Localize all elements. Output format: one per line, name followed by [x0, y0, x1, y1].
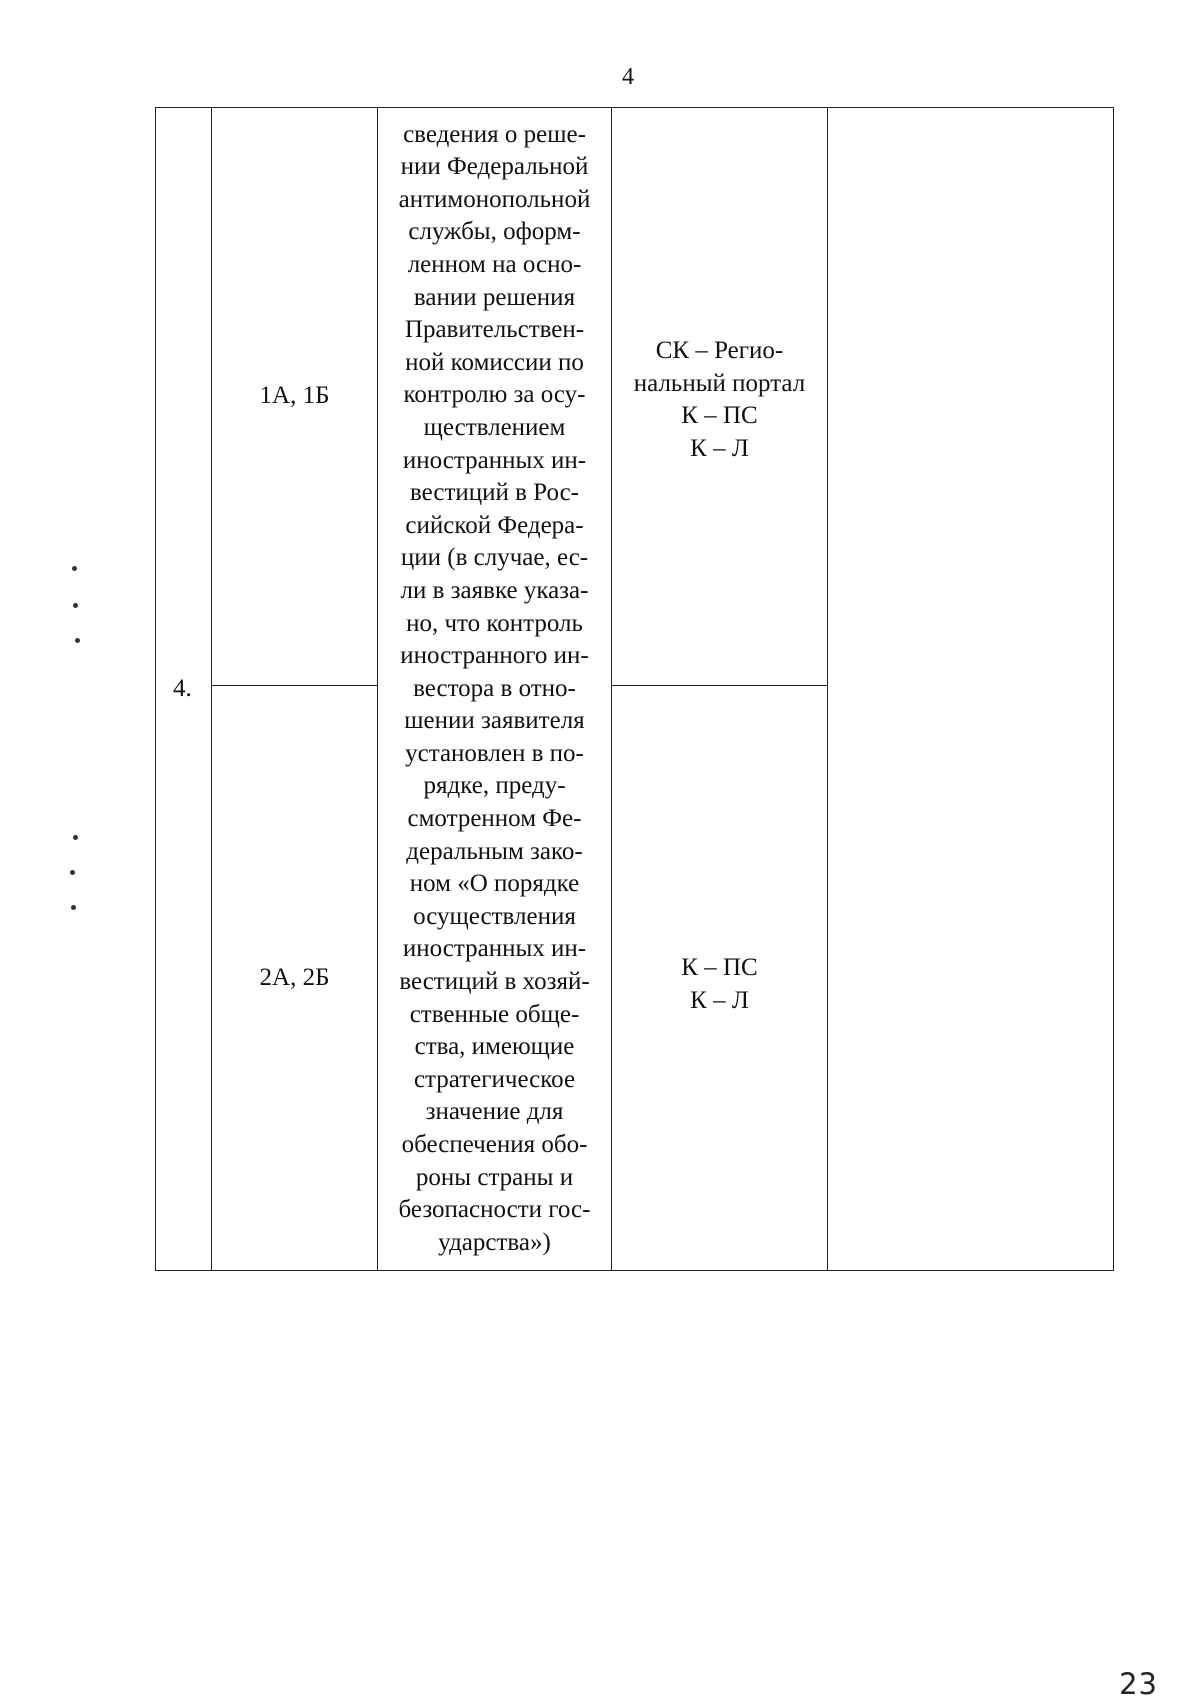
source-cell	[612, 108, 828, 686]
scan-speck	[75, 638, 80, 643]
row-number-cell	[156, 108, 212, 1271]
empty-cell	[828, 108, 1114, 1271]
row-number: 4.	[173, 674, 192, 702]
scan-speck	[73, 603, 78, 608]
description-cell	[378, 108, 612, 1271]
scan-speck	[70, 870, 75, 875]
document-table	[155, 107, 1114, 1271]
page-number: 4	[622, 64, 634, 90]
handwritten-page-number: 23	[1119, 1667, 1158, 1701]
scan-speck	[73, 835, 78, 840]
category-cell	[212, 686, 378, 1271]
source-text: СК – Регио- нальный портал К – ПС К – Л	[633, 337, 806, 462]
category-label: 1А, 1Б	[259, 382, 330, 410]
description-text: сведения о реше- нии Федеральной антимонопольной службы, оформ- ленном на осно- вании решения Правительствен- ной комиссии по контролю за осу- ществлением иностранных ин- вестиций в Рос- сийской Федера- ции (в случае, ес- ли в заявке указа- но, что контроль иностранного ин- вестора в отно- шении заявителя установлен в по- рядке, преду- смотренном Фе- деральным зако- ном «О порядке осуществления иностранных ин- вестиций в хозяй- ственные обще- ства, имеющие стратегическое значение для обеспечения обо- роны страны и безопасности гос- ударства»)	[398, 120, 591, 1256]
scan-speck	[71, 905, 76, 910]
source-cell	[612, 686, 828, 1271]
source-text: К – ПС К – Л	[681, 954, 758, 1014]
category-cell	[212, 108, 378, 686]
category-label: 2А, 2Б	[259, 963, 330, 991]
table-row	[156, 108, 1114, 686]
scan-speck	[72, 566, 77, 571]
